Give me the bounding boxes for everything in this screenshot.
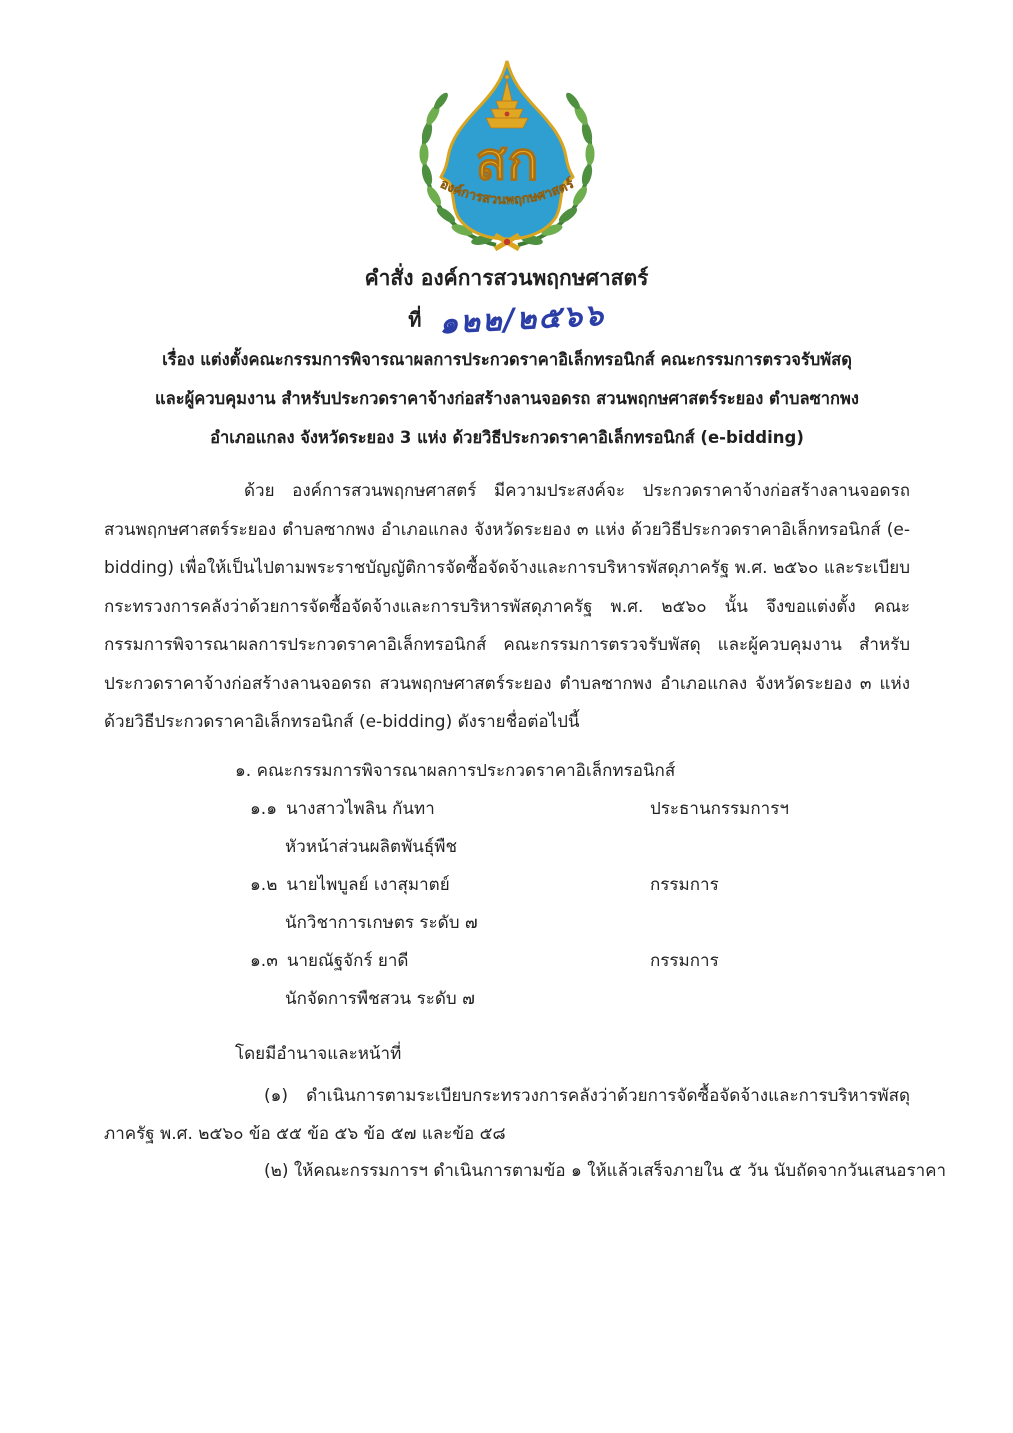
committee-member-row <box>104 790 910 828</box>
member-number: ๑.๑ <box>250 799 277 819</box>
member-position: นักวิชาการเกษตร ระดับ ๗ <box>285 913 478 933</box>
subject-line-1: เรื่อง แต่งตั้งคณะกรรมการพิจารณาผลการประกวดราคาอิเล็กทรอนิกส์ คณะกรรมการตรวจรับพัสดุ <box>162 350 852 369</box>
member-number: ๑.๓ <box>250 951 278 971</box>
emblem-band-text: องค์การสวนพฤกษศาสตร์ <box>437 176 577 209</box>
duty-item-2: (๒) ให้คณะกรรมการฯ ดำเนินการตามข้อ ๑ ให้แล้วเสร็จภายใน ๕ วัน นับถัดจากวันเสนอราคา <box>264 1161 947 1181</box>
duties-heading: โดยมีอำนาจและหน้าที่ <box>235 1044 402 1064</box>
duty-item-1: (๑) ดำเนินการตามระเบียบกระทรวงการคลังว่าด้วยการจัดซื้อจัดจ้างและการบริหารพัสดุภาครัฐ พ.ศ. ๒๕๖๐ ข้อ ๕๕ ข้อ ๕๖ ข้อ ๕๗ และข้อ ๕๘ <box>104 1086 910 1144</box>
body-paragraph: ด้วย องค์การสวนพฤกษศาสตร์ มีความประสงค์จะ ประกวดราคาจ้างก่อสร้างลานจอดรถ สวนพฤกษศาสตร์ระยอง ตำบลซากพง อำเภอแกลง จังหวัดระยอง ๓ แห่ง ด้วยวิธีประกวดราคาอิเล็กทรอนิกส์ (e-bidding) เพื่อให้เป็นไปตามพระราชบัญญัติการจัดซื้อจัดจ้างและการบริหารพัสดุภาครัฐ พ.ศ. ๒๕๖๐ และระเบียบกระทรวงการคลังว่าด้วยการจัดซื้อจัดจ้างและการบริหารพัสดุภาครัฐ พ.ศ. ๒๕๖๐ นั้น จึงขอแต่งตั้ง คณะกรรมการพิจารณาผลการประกวดราคาอิเล็กทรอนิกส์ คณะกรรมการตรวจรับพัสดุ และผู้ควบคุมงาน สำหรับประกวดราคาจ้างก่อสร้างลานจอดรถ สวนพฤกษศาสตร์ระยอง ตำบลซากพง อำเภอแกลง จังหวัดระยอง ๓ แห่ง ด้วยวิธีประกวดราคาอิเล็กทรอนิกส์ (e-bidding) ดังรายชื่อต่อไปนี้ <box>104 481 910 732</box>
org-emblem <box>396 56 618 256</box>
member-position: นักจัดการพืชสวน ระดับ ๗ <box>285 989 475 1009</box>
order-number-prefix: ที่ <box>408 307 422 332</box>
committee-section <box>104 752 910 1018</box>
subject-line-2: และผู้ควบคุมงาน สำหรับประกวดราคาจ้างก่อสร้างลานจอดรถ สวนพฤกษศาสตร์ระยอง ตำบลซากพง <box>155 389 859 408</box>
member-role: ประธานกรรมการฯ <box>650 799 789 819</box>
member-name: นางสาวไพลิน กันทา <box>286 799 435 819</box>
order-number-handwritten: ๑๒๒/๒๕๖๖ <box>437 297 606 342</box>
subject-block <box>104 340 910 457</box>
committee-heading: ๑. คณะกรรมการพิจารณาผลการประกวดราคาอิเล็กทรอนิกส์ <box>235 761 676 781</box>
member-role: กรรมการ <box>650 951 719 971</box>
subject-line-3: อำเภอแกลง จังหวัดระยอง 3 แห่ง ด้วยวิธีประกวดราคาอิเล็กทรอนิกส์ (e-bidding) <box>210 428 804 447</box>
member-number: ๑.๒ <box>250 875 278 895</box>
member-name: นายไพบูลย์ เงาสุมาตย์ <box>286 875 450 895</box>
document-title: คำสั่ง องค์การสวนพฤกษศาสตร์ <box>364 266 649 290</box>
member-role: กรรมการ <box>650 875 719 895</box>
committee-member-row <box>104 866 910 904</box>
order-number-line <box>0 296 1013 342</box>
member-position: หัวหน้าส่วนผลิตพันธุ์พืช <box>285 837 458 857</box>
royal-monogram-icon: สก <box>475 132 539 192</box>
committee-member-row <box>104 942 910 980</box>
member-name: นายณัฐจักร์ ยาดี <box>286 951 409 971</box>
